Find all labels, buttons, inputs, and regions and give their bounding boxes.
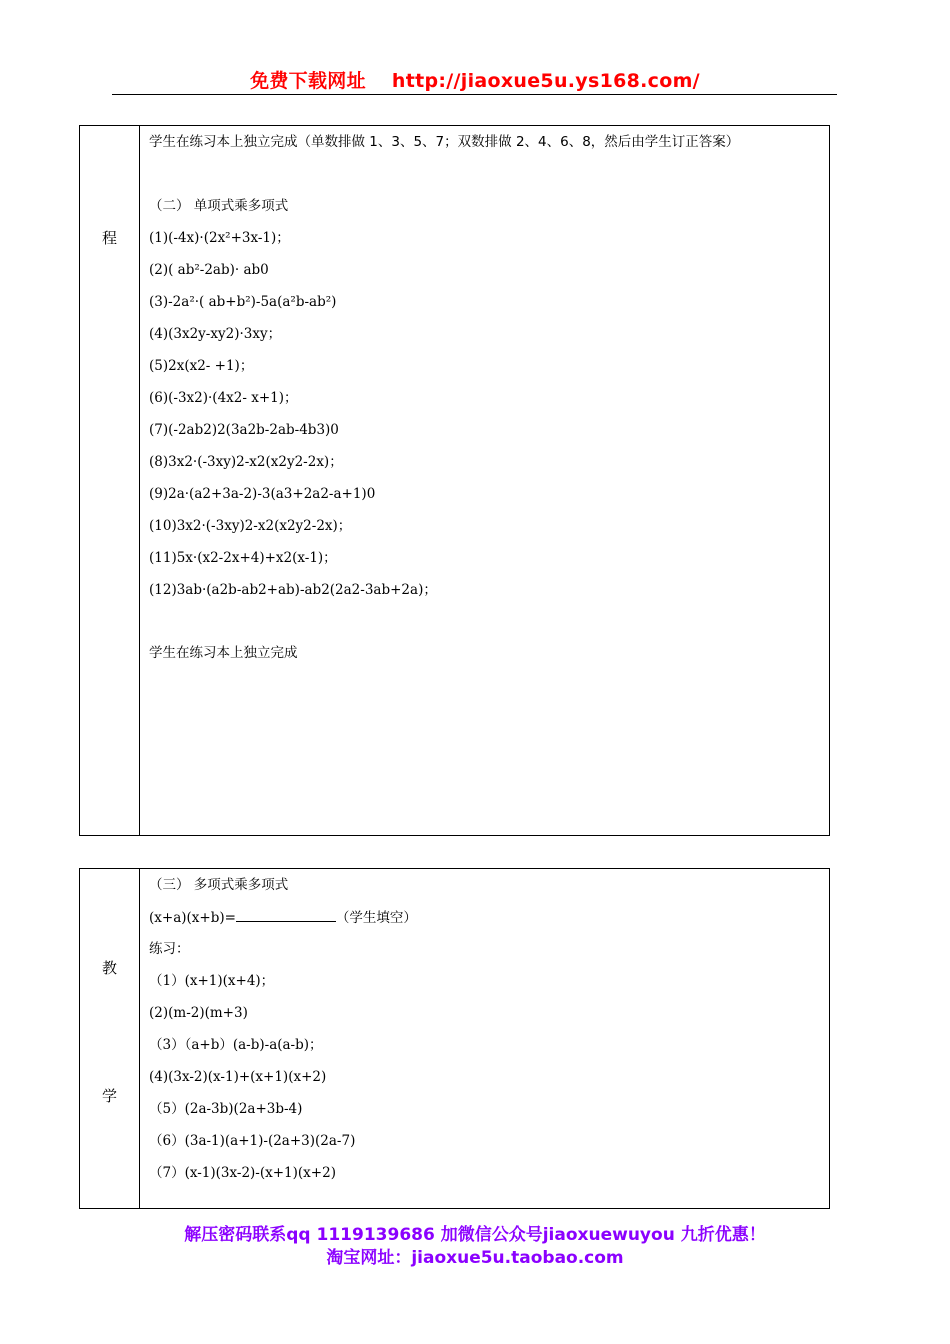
table1-line-5: (4)(3x2y-xy2)·3xy；: [149, 326, 282, 342]
lesson-table-1: [79, 125, 830, 836]
table2-line-6: （6）(3a-1)(a+1)-(2a+3)(2a-7): [149, 1133, 356, 1149]
table1-line-13: (12)3ab·(a2b-ab2+ab)-ab2(2a2-3ab+2a)；: [149, 582, 437, 598]
table1-line-1: （二） 单项式乘多项式: [149, 198, 289, 214]
fill-suffix: （学生填空）: [335, 910, 417, 926]
table1-line-7: (6)(-3x2)·(4x2- x+1)；: [149, 390, 298, 406]
table1-line-9: (8)3x2·(-3xy)2-x2(x2y2-2x)；: [149, 454, 343, 470]
table1-line-3: (2)( ab²-2ab)· ab0: [149, 262, 269, 278]
table2-line-0: 练习：: [149, 941, 190, 957]
table1-line-11: (10)3x2·(-3xy)2-x2(x2y2-2x)；: [149, 518, 352, 534]
table1-line-14: 学生在练习本上独立完成: [149, 645, 298, 661]
header-divider: [112, 94, 837, 95]
table1-line-10: (9)2a·(a2+3a-2)-3(a3+2a2-a+1)0: [149, 486, 376, 502]
table2-side-label-bottom: 学: [101, 1087, 117, 1105]
table2-side-label-top: 教: [101, 959, 117, 977]
footer-line-1: 解压密码联系qq 1119139686 加微信公众号jiaoxuewuyou 九折优惠！: [184, 1225, 766, 1245]
header-label: 免费下载网址: [250, 70, 366, 92]
table2-fill-line: [149, 908, 417, 927]
fill-blank[interactable]: [236, 908, 336, 922]
table2-line-3: （3）（a+b）(a-b)-a(a-b)；: [149, 1037, 323, 1053]
table2-line-2: (2)(m-2)(m+3): [149, 1005, 248, 1021]
fill-prefix: (x+a)(x+b)=: [149, 910, 236, 926]
table1-line-8: (7)(-2ab2)2(3a2b-2ab-4b3)0: [149, 422, 339, 438]
table1-line-12: (11)5x·(x2-2x+4)+x2(x-1)；: [149, 550, 337, 566]
header-url-link[interactable]: http://jiaoxue5u.ys168.com/: [391, 70, 700, 92]
table1-line-2: (1)(-4x)·(2x²+3x-1)；: [149, 230, 290, 246]
table1-side-label: 程: [101, 229, 117, 247]
table2-heading: （三） 多项式乘多项式: [149, 877, 289, 893]
table2-side-column: [80, 869, 140, 1208]
table2-line-7: （7）(x-1)(3x-2)-(x+1)(x+2): [149, 1165, 336, 1181]
footer-line-2[interactable]: 淘宝网址：jiaoxue5u.taobao.com: [326, 1248, 624, 1268]
page-header: [0, 66, 950, 93]
table1-line-6: (5)2x(x2- +1)；: [149, 358, 254, 374]
lesson-table-2: [79, 868, 830, 1209]
table1-line-4: (3)-2a²·( ab+b²)-5a(a²b-ab²): [149, 294, 337, 310]
table1-side-column: [80, 126, 140, 835]
table2-line-5: （5）(2a-3b)(2a+3b-4): [149, 1101, 303, 1117]
table1-line-0: 学生在练习本上独立完成（单数排做 1、3、5、7；双数排做 2、4、6、8，然后由学生订正答案）: [149, 134, 740, 150]
table2-line-4: (4)(3x-2)(x-1)+(x+1)(x+2): [149, 1069, 327, 1085]
table2-line-1: （1）(x+1)(x+4)；: [149, 973, 275, 989]
